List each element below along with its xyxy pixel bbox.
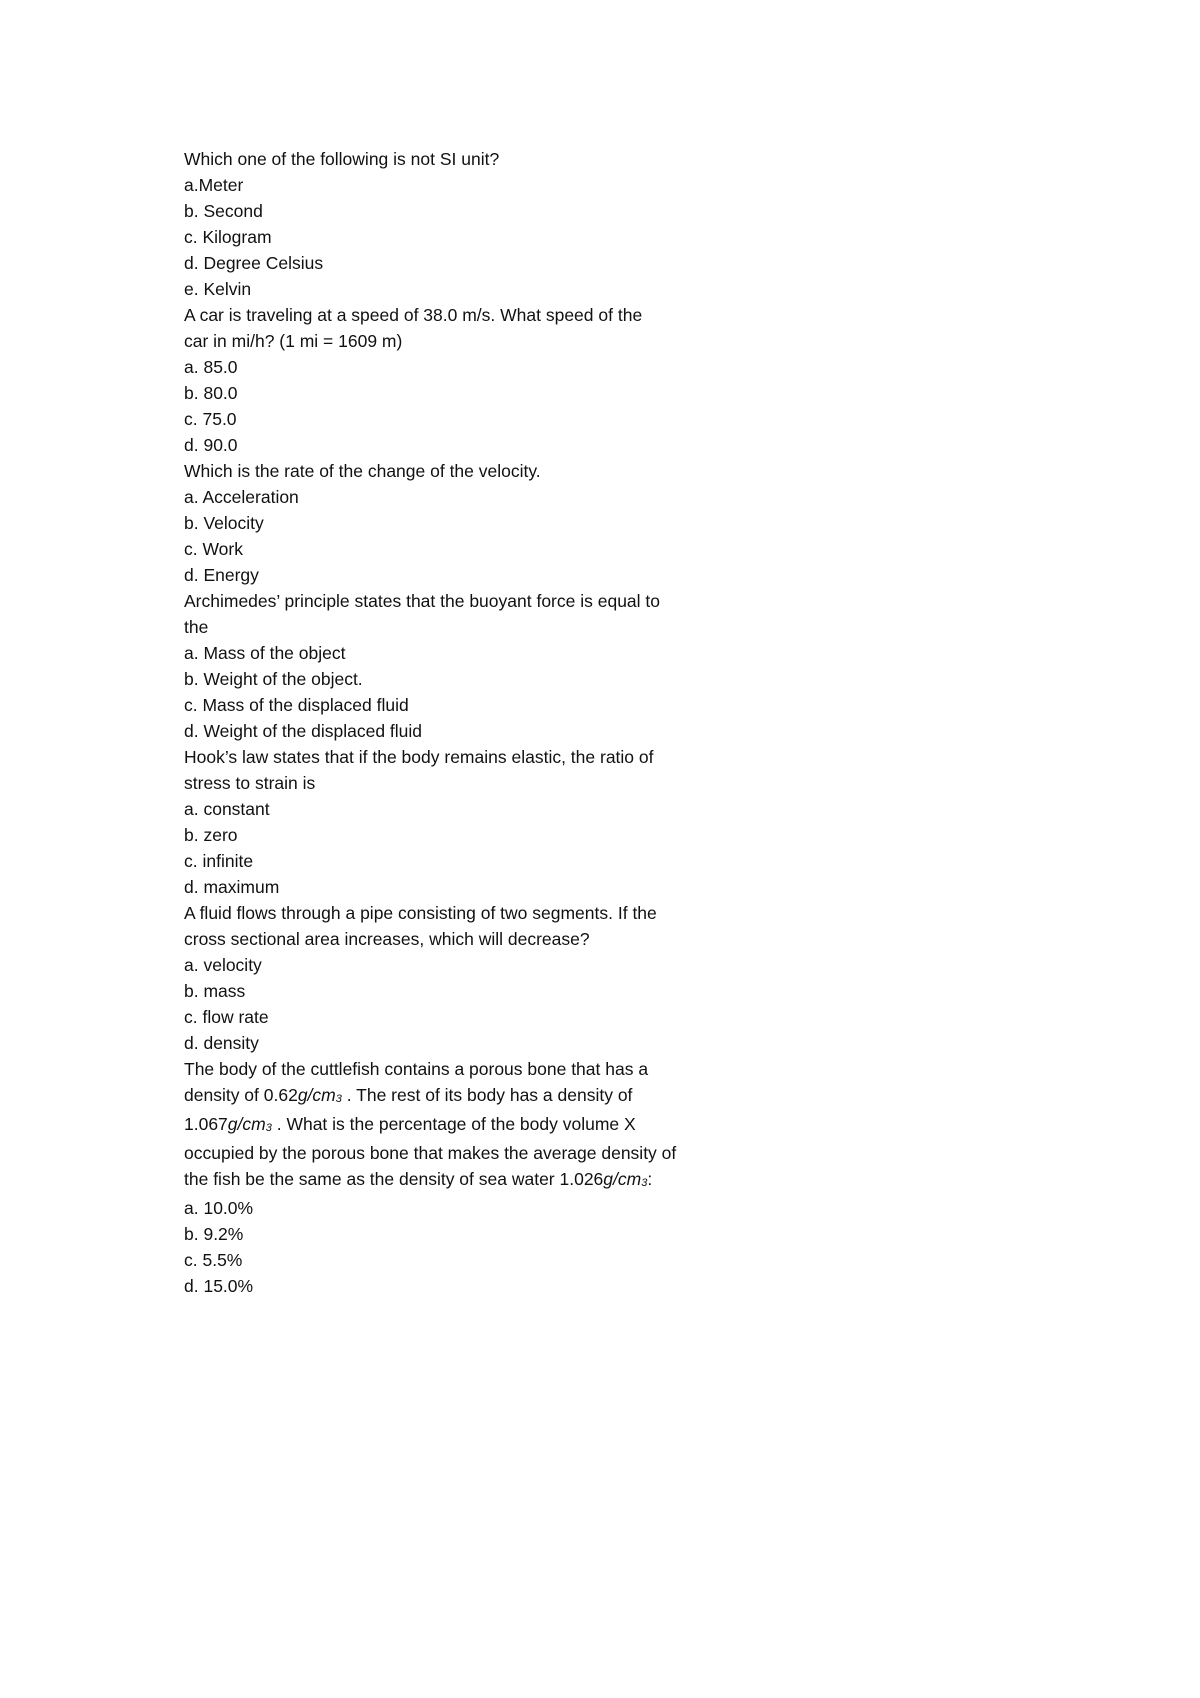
answer-option: a.Meter (184, 175, 244, 195)
question-6 (184, 900, 764, 1056)
answer-option: a. 10.0% (184, 1198, 254, 1218)
answer-option: c. 5.5% (184, 1250, 243, 1270)
quiz-content (184, 146, 764, 1299)
text-fragment: . What is the percentage of the body volume X (271, 1114, 636, 1134)
answer-option: b. 80.0 (184, 383, 238, 403)
question-text: The body of the cuttlefish contains a porous bone that has a (184, 1059, 649, 1079)
question-text: A car is traveling at a speed of 38.0 m/s. What speed of the (184, 305, 643, 325)
question-text: stress to strain is (184, 773, 316, 793)
answer-option: d. maximum (184, 877, 280, 897)
answer-option: a. 85.0 (184, 357, 238, 377)
answer-option: d. 90.0 (184, 435, 238, 455)
question-text: cross sectional area increases, which will decrease? (184, 929, 590, 949)
answer-option: b. Velocity (184, 513, 264, 533)
question-text: Which is the rate of the change of the velocity. (184, 461, 541, 481)
answer-option: a. constant (184, 799, 270, 819)
answer-option: d. Weight of the displaced fluid (184, 721, 423, 741)
unit-text: g/cm (297, 1085, 336, 1105)
answer-option: a. velocity (184, 955, 262, 975)
unit-exponent: 3 (265, 1122, 272, 1134)
unit-text: g/cm (227, 1114, 266, 1134)
answer-option: a. Acceleration (184, 487, 299, 507)
question-2 (184, 302, 764, 458)
question-text: occupied by the porous bone that makes the average density of (184, 1143, 677, 1163)
answer-option: b. Weight of the object. (184, 669, 363, 689)
answer-option: c. flow rate (184, 1007, 269, 1027)
answer-option: b. Second (184, 201, 263, 221)
question-text (184, 1082, 764, 1111)
question-text: Hook’s law states that if the body remains elastic, the ratio of (184, 747, 654, 767)
answer-option: b. mass (184, 981, 246, 1001)
question-5 (184, 744, 764, 900)
question-text: Archimedes’ principle states that the buoyant force is equal to (184, 591, 661, 611)
answer-option: e. Kelvin (184, 279, 252, 299)
question-text (184, 1111, 764, 1140)
answer-option: a. Mass of the object (184, 643, 346, 663)
answer-option: d. density (184, 1033, 259, 1053)
unit-exponent: 3 (641, 1177, 648, 1189)
question-text: Which one of the following is not SI unit? (184, 149, 500, 169)
question-text: A fluid flows through a pipe consisting of two segments. If the (184, 903, 657, 923)
text-fragment: : (647, 1169, 653, 1189)
question-1 (184, 146, 764, 302)
answer-option: b. zero (184, 825, 238, 845)
question-text: the (184, 617, 209, 637)
answer-option: c. Kilogram (184, 227, 272, 247)
question-7 (184, 1056, 764, 1299)
answer-option: d. Energy (184, 565, 259, 585)
answer-option: c. Work (184, 539, 243, 559)
text-fragment: . The rest of its body has a density of (341, 1085, 633, 1105)
text-fragment: 1.067 (184, 1114, 228, 1134)
unit-exponent: 3 (335, 1093, 342, 1105)
text-fragment: density of 0.62 (184, 1085, 298, 1105)
answer-option: d. Degree Celsius (184, 253, 324, 273)
answer-option: c. 75.0 (184, 409, 237, 429)
question-text (184, 1166, 764, 1195)
question-text: car in mi/h? (1 mi = 1609 m) (184, 331, 403, 351)
answer-option: b. 9.2% (184, 1224, 244, 1244)
answer-option: d. 15.0% (184, 1276, 254, 1296)
answer-option: c. infinite (184, 851, 254, 871)
unit-text: g/cm (603, 1169, 642, 1189)
question-4 (184, 588, 764, 744)
text-fragment: the fish be the same as the density of sea water 1.026 (184, 1169, 604, 1189)
answer-option: c. Mass of the displaced fluid (184, 695, 409, 715)
question-3 (184, 458, 764, 588)
